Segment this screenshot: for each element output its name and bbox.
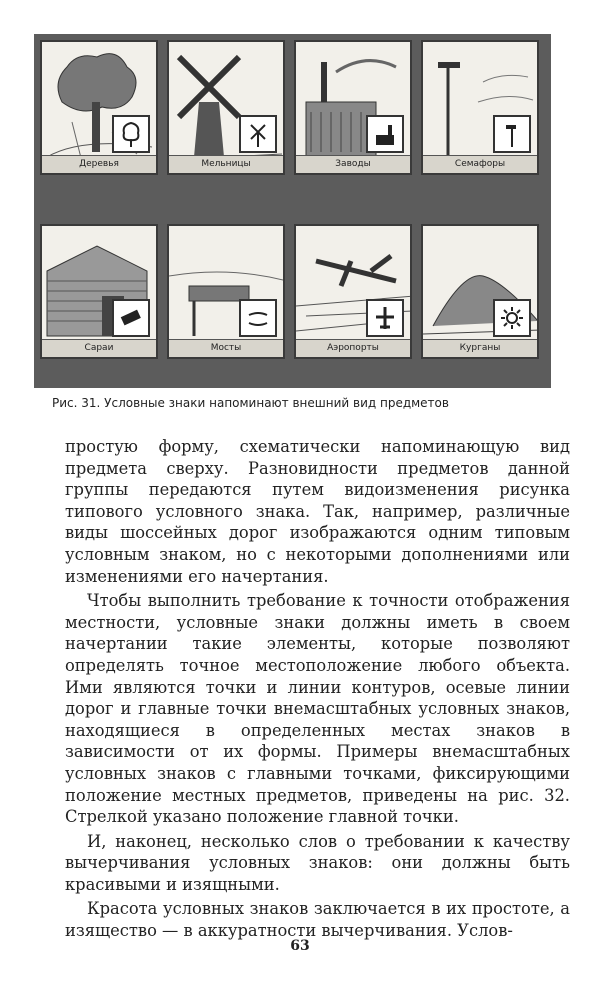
bridge-icon: [239, 299, 277, 337]
tile-label: Аэропорты: [296, 339, 410, 357]
tile-label: Семафоры: [423, 155, 537, 173]
page-number: 63: [290, 938, 310, 954]
tree-icon: [112, 115, 150, 153]
tile-label: Мосты: [169, 339, 283, 357]
paragraph: Красота условных знаков заключается в их простоте, а изящество — в аккуратности вычерчивания. Услов-: [65, 899, 570, 941]
body-text: [65, 436, 570, 945]
mound-icon: [493, 299, 531, 337]
windmill-icon: [239, 115, 277, 153]
tile-bridges: [167, 224, 285, 359]
semaphore-icon: [493, 115, 531, 153]
tile-windmills: [167, 40, 285, 175]
barn-icon: [112, 299, 150, 337]
airplane-icon: [366, 299, 404, 337]
tile-label: Сараи: [42, 339, 156, 357]
tile-barns: [40, 224, 158, 359]
paragraph: Чтобы выполнить требование к точности отображения местности, условные знаки должны иметь в своем начертании такие элементы, которые позволяют определять точное местоположение любого объекта. Ими являются точки и линии контуров, осевые линии дорог и главные точки внемасштабных условных знаков, находящиеся в определенных местах знаков в зависимости от их формы. Примеры внемасштабных условных знаков с главными точками, фиксирующими положение местных предметов, приведены на рис. 32. Стрелкой указано положение главной точки.: [65, 591, 570, 827]
tile-label: Заводы: [296, 155, 410, 173]
tile-trees: [40, 40, 158, 175]
factory-icon: [366, 115, 404, 153]
tile-label: Деревья: [42, 155, 156, 173]
figure-31: [34, 34, 551, 388]
tile-semaphores: [421, 40, 539, 175]
paragraph: простую форму, схематически напоминающую вид предмета сверху. Разновидности предметов данной группы передаются путем видоизменения рисунка типового условного знака. Так, например, различные виды шоссейных дорог изображаются одним типовым условным знаком, но с некоторыми дополнениями или изменениями его начертания.: [65, 437, 570, 586]
figure-caption: Рис. 31. Условные знаки напоминают внешний вид предметов: [52, 396, 449, 410]
tile-label: Курганы: [423, 339, 537, 357]
paragraph: И, наконец, несколько слов о требовании к качеству вычерчивания условных знаков: они должны быть красивыми и изящными.: [65, 831, 570, 894]
tile-mounds: [421, 224, 539, 359]
tile-factories: [294, 40, 412, 175]
tile-airports: [294, 224, 412, 359]
tile-label: Мельницы: [169, 155, 283, 173]
